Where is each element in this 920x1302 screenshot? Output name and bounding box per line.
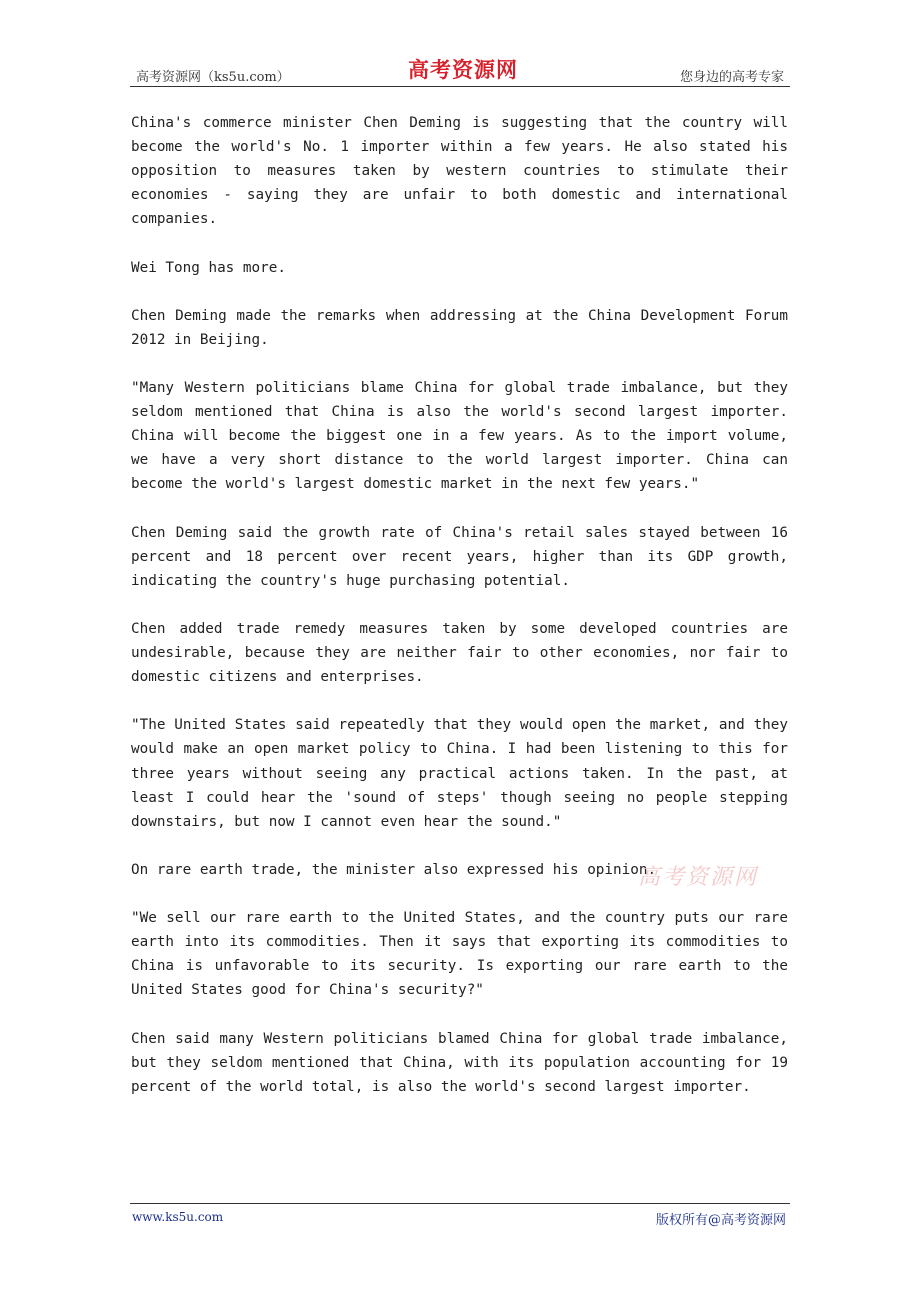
article-paragraph: "We sell our rare earth to the United States, and the country puts our rare earth into its commodities. Then it says that exporting its commodities to China is unfavorable to its security. Is exporting our rare earth to the United States good for China's security?" [131,910,788,999]
article-paragraph: Chen Deming said the growth rate of China's retail sales stayed between 16 percent and 18 percent over recent years, higher than its GDP growth, indicating the country's huge purchasing potential. [131,524,788,589]
article-paragraph: Chen Deming made the remarks when addressing at the China Development Forum 2012 in Beijing. [131,307,788,348]
watermark: 高考资源网 [638,865,759,890]
article-paragraph: On rare earth trade, the minister also expressed his opinion. [131,861,657,878]
header-slogan: 您身边的高考专家 [679,70,784,85]
header-site-name: 高考资源网（ks5u.com） [136,70,290,85]
footer-site-link[interactable]: www.ks5u.com [132,1210,224,1224]
article-paragraph: China's commerce minister Chen Deming is suggesting that the country will become the world's No. 1 importer within a few years. He also stated his opposition to measures taken by western countries to stimulate their economies - saying they are unfair to both domestic and international companies. [131,115,788,228]
header-logo: 高考资源网 [408,57,518,82]
page-header [130,52,790,87]
article-paragraph: "Many Western politicians blame China for global trade imbalance, but they seldom mentioned that China is also the world's second largest importer. China will become the biggest one in a few years. As to the import volume, we have a very short distance to the world largest importer. China can become the world's largest domestic market in the next few years." [131,380,788,493]
article-paragraph: Chen added trade remedy measures taken by some developed countries are undesirable, because they are neither fair to other economies, nor fair to domestic citizens and enterprises. [131,620,788,686]
article-paragraph: "The United States said repeatedly that they would open the market, and they would make an open market policy to China. I had been listening to this for three years without seeing any practical actions taken. In the past, at least I could hear the 'sound of steps' though seeing no people stepping downstairs, but now I cannot even hear the sound." [131,717,788,830]
footer-copyright: 版权所有@高考资源网 [655,1213,786,1228]
article-paragraph: Chen said many Western politicians blamed China for global trade imbalance, but they seldom mentioned that China, with its population accounting for 19 percent of the world total, is also the world's second largest importer. [131,1030,788,1095]
article-body [131,111,788,1123]
article-paragraph: Wei Tong has more. [131,259,286,276]
page-footer [130,1203,790,1230]
